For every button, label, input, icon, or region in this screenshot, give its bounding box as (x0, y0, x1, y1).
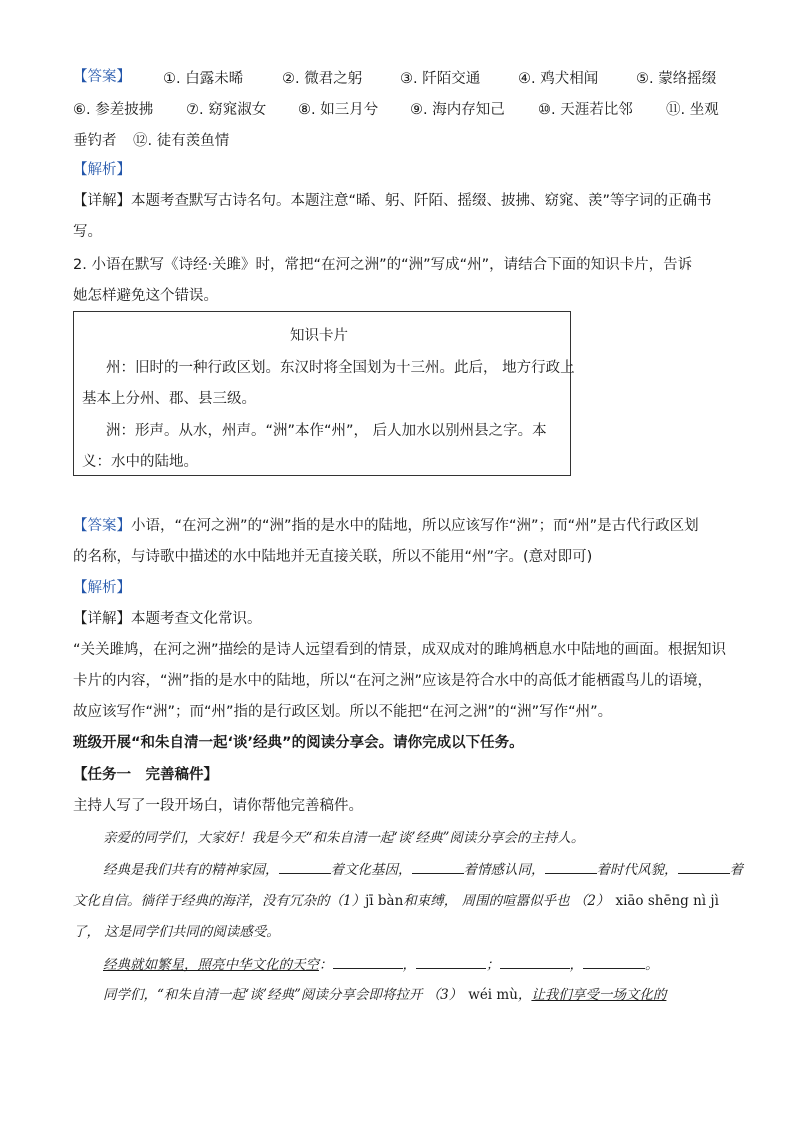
question2-line2: 她怎样避免这个错误。 (73, 288, 218, 304)
essay-text: 。 (645, 957, 659, 973)
detail1-line2: 写。 (73, 224, 102, 240)
essay-paragraph6 (103, 985, 666, 1005)
essay-text: 着 (729, 862, 743, 878)
answer-tag: 【答案】 (73, 69, 131, 85)
answer-item: ⑧. 如三月兮 (298, 102, 379, 118)
underlined-sentence: 让我们享受一场文化的 (531, 987, 667, 1003)
fill-blank[interactable] (416, 954, 486, 969)
essay-text: ： (319, 957, 333, 973)
task1-intro: 主持人写了一段开场白，请你帮他完善稿件。 (73, 798, 363, 814)
answer-item: ④. 鸡犬相闻 (518, 71, 599, 87)
essay-text: 文化自信。徜徉于经典的海洋，没有冗杂的（1） (73, 893, 366, 909)
answer-item: ⑤. 蒙络摇缀 (636, 71, 717, 87)
essay-paragraph4: 了， 这是同学们共同的阅读感受。 (73, 924, 280, 940)
essay-text: 着时代风貌， (596, 862, 678, 878)
pinyin-prompt: wéi mù (468, 987, 518, 1003)
fill-blank[interactable] (412, 859, 464, 874)
answer-item: ⑥. 参差披拂 (73, 102, 154, 118)
detail2-line1: “关关雎鸠，在河之洲”描绘的是诗人远望看到的情景，成双成对的雎鸠栖息水中陆地的画面。根据知识 (73, 642, 727, 658)
detail-text: 本题考查默写古诗名句。本题注意“晞、躬、阡陌、摇缀、披拂、窈窕、羡”等字词的正确书 (131, 193, 712, 209)
analysis-tag: 【解析】 (73, 162, 131, 178)
answer2-line2: 的名称，与诗歌中描述的水中陆地并无直接关联，所以不能用“州”字。(意对即可) (73, 549, 593, 565)
answer-item: ⑦. 窈窕淑女 (186, 102, 267, 118)
card-paragraph1-line1: 州：旧时的一种行政区划。东汉时将全国划为十三州。此后， 地方行政上 (106, 360, 575, 376)
detail-tag: 【详解】 (73, 611, 131, 627)
pinyin-prompt: jī bàn (365, 893, 404, 909)
answer-text: 小语，“在河之洲”的“洲”指的是水中的陆地，所以应该写作“洲”；而“州”是古代行政区划 (131, 518, 699, 534)
pinyin-prompt: xiāo shēng nì jì (615, 893, 719, 909)
detail-text: 本题考查文化常识。 (131, 611, 262, 627)
detail1-line1 (73, 191, 712, 211)
essay-text: ， (569, 957, 583, 973)
card-paragraph1-line2: 基本上分州、郡、县三级。 (82, 391, 256, 407)
essay-text: ， (517, 987, 532, 1003)
essay-text: ； (486, 957, 500, 973)
answer-tag: 【答案】 (73, 518, 131, 534)
fill-blank[interactable] (545, 859, 597, 874)
card-paragraph2-line2: 义：水中的陆地。 (82, 454, 198, 470)
essay-text: 着情感认同， (463, 862, 545, 878)
essay-text: 经典是我们共有的精神家园， (103, 862, 279, 878)
fill-blank[interactable] (333, 954, 403, 969)
detail-tag: 【详解】 (73, 193, 131, 209)
fill-blank[interactable] (279, 859, 331, 874)
analysis-tag: 【解析】 (73, 580, 131, 596)
question2-line1: 2. 小语在默写《诗经·关雎》时，常把“在河之洲”的“洲”写成“州”，请结合下面的知识卡片，告诉 (73, 257, 693, 273)
answer1-row1 (73, 67, 131, 87)
fill-blank[interactable] (583, 954, 645, 969)
answer-item: ⑨. 海内存知己 (410, 102, 505, 118)
answer-item: ②. 微君之躬 (282, 71, 363, 87)
detail2-line0 (73, 609, 262, 629)
detail2-line2: 卡片的内容，“洲”指的是水中的陆地，所以“在河之洲”应该是符合水中的高低才能栖霞鸟儿的语境， (73, 673, 713, 689)
answer-item: ⑩. 天涯若比邻 (538, 102, 633, 118)
underlined-sentence: 经典就如繁星，照亮中华文化的天空 (103, 957, 319, 973)
answer-item: 垂钓者 (73, 133, 117, 149)
essay-paragraph2 (103, 859, 743, 880)
essay-text: 着文化基因， (330, 862, 412, 878)
essay-text: 和束缚， 周围的喧嚣似乎也 （2） (403, 893, 610, 909)
answer-item: ⑪. 坐观 (666, 102, 719, 118)
essay-paragraph5 (103, 954, 659, 975)
answer-item: ③. 阡陌交通 (400, 71, 481, 87)
essay-paragraph3 (73, 891, 719, 911)
card-title: 知识卡片 (290, 328, 348, 344)
essay-paragraph1: 亲爱的同学们，大家好！我是今天“和朱自清一起‘谈’经典”阅读分享会的主持人。 (103, 830, 585, 846)
essay-text: ， (402, 957, 416, 973)
detail2-line3: 故应该写作“洲”；而“州”指的是行政区划。所以不能把“在河之洲”的“洲”写作“州”。 (73, 704, 613, 720)
answer-item: ⑫. 徒有羡鱼情 (133, 133, 230, 149)
essay-text: 同学们，“和朱自清一起‘谈’经典”阅读分享会即将拉开 （3） (103, 987, 463, 1003)
activity-heading: 班级开展“和朱自清一起‘谈’经典”的阅读分享会。请你完成以下任务。 (73, 735, 524, 751)
fill-blank[interactable] (500, 954, 570, 969)
knowledge-card (73, 311, 575, 476)
task1-title: 【任务一 完善稿件】 (73, 767, 218, 783)
fill-blank[interactable] (678, 859, 730, 874)
card-paragraph2-line1: 洲：形声。从水，州声。“洲”本作“州”， 后人加水以别州县之字。本 (106, 423, 547, 439)
answer-item: ①. 白露未晞 (163, 71, 244, 87)
answer2-line1 (73, 516, 699, 536)
